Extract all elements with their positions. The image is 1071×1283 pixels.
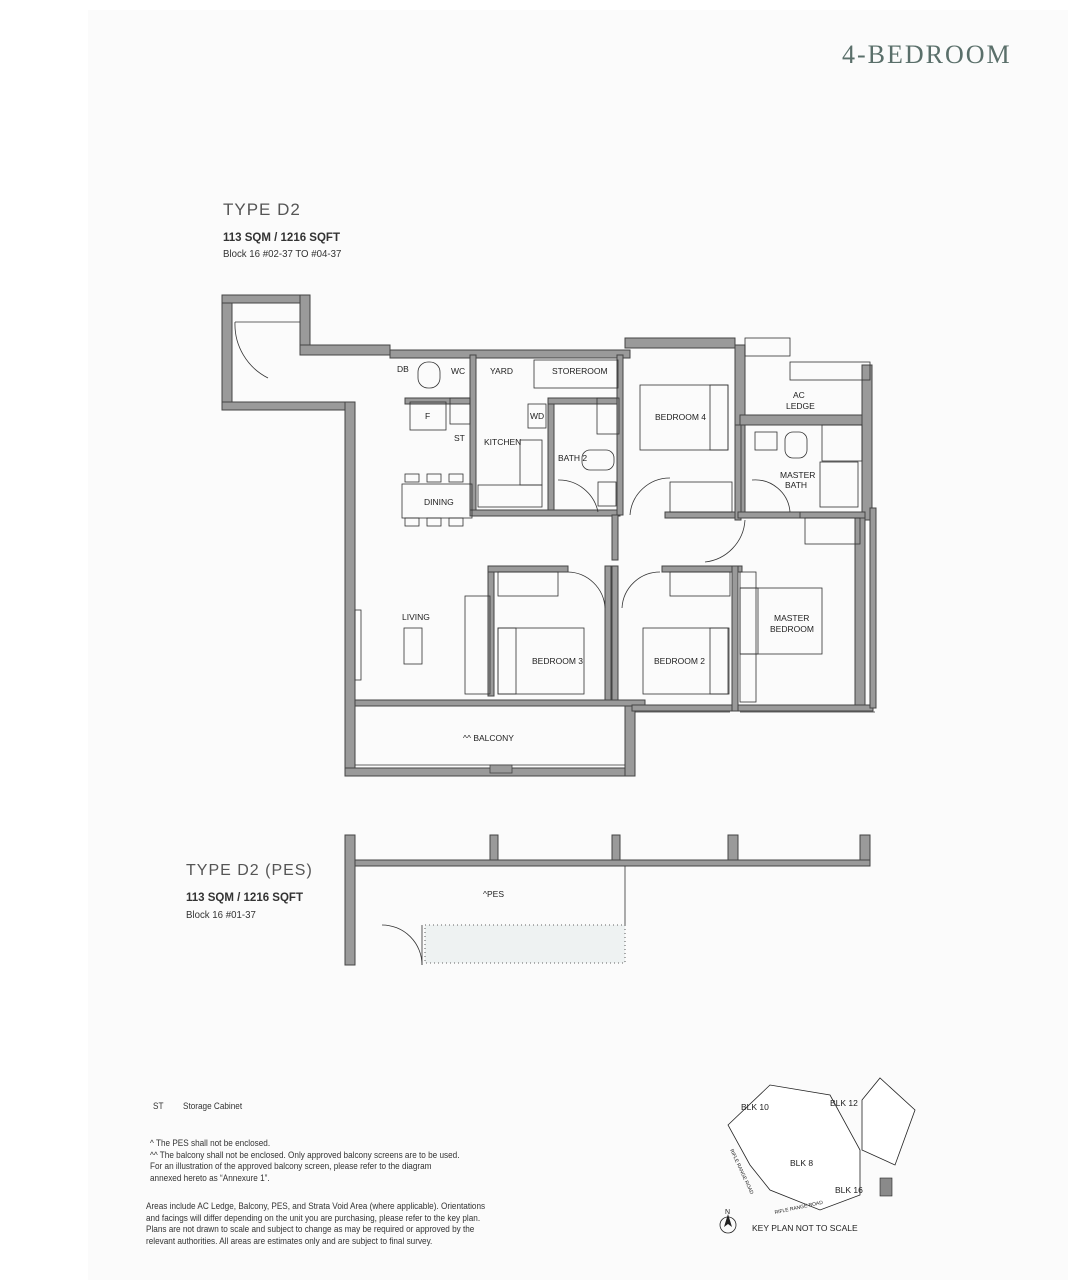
ac-ledge-grille (790, 362, 870, 380)
bath2-basin (598, 482, 616, 506)
wall-masterbath-left (735, 425, 741, 520)
label-bedroom2: BEDROOM 2 (654, 656, 706, 666)
wall-bedroom3-left (488, 566, 494, 696)
bath2-door-swing (558, 480, 598, 512)
wall-top-left (300, 345, 390, 355)
wall-acledge-bottom (740, 415, 870, 425)
label-living: LIVING (402, 612, 430, 622)
wall-corridor (612, 515, 618, 560)
label-dining: DINING (424, 497, 454, 507)
bedroom2-wardrobe (670, 572, 730, 596)
type-d2-area: 113 SQM / 1216 SQFT (223, 232, 340, 244)
label-wd: WD (530, 411, 545, 421)
coffee-table (404, 628, 422, 664)
pes-wall-top (355, 860, 870, 866)
bedroom3-door-swing (568, 572, 605, 608)
key-plan-blk8: BLK 8 (790, 1158, 814, 1168)
pes-planter (425, 925, 625, 963)
label-db: DB (397, 364, 409, 374)
wall-master-outer (870, 508, 876, 708)
disclaimer-line: relevant authorities. All areas are estimates only and are subject to final survey. (146, 1235, 433, 1246)
wall-kitchen-right (548, 398, 554, 516)
master-side-wardrobe (740, 572, 756, 702)
key-plan-blk10: BLK 10 (741, 1102, 769, 1112)
wall-notch (222, 402, 350, 410)
bedroom4-door-swing (630, 478, 670, 515)
type-d2-pes-area: 113 SQM / 1216 SQFT (186, 892, 303, 904)
key-plan-north: N (725, 1209, 731, 1216)
label-storeroom: STOREROOM (552, 366, 608, 376)
wall-right-upper (862, 365, 872, 520)
disclaimer-line: Areas include AC Ledge, Balcony, PES, and Strata Void Area (where applicable). Orientations (146, 1201, 486, 1211)
bedroom2-door-swing (622, 572, 660, 608)
label-kitchen: KITCHEN (484, 437, 522, 447)
kitchen-counter (478, 485, 542, 507)
key-plan-blk12: BLK 12 (830, 1098, 858, 1108)
disclaimer-line: Plans are not drawn to scale and subject to change as may be required or approved by the (146, 1224, 475, 1235)
disclaimer (146, 1201, 485, 1247)
pes-door-swing (382, 925, 422, 965)
wall-top-bedroom4 (625, 338, 735, 348)
note-line: ^^ The balcony shall not be enclosed. Only approved balcony screens are to be used. (150, 1149, 460, 1160)
notes (150, 1138, 460, 1184)
label-yard: YARD (490, 366, 513, 376)
wall-bedroom4-bottom (665, 512, 745, 518)
balcony-column (490, 765, 512, 773)
dining-chair (427, 474, 441, 482)
label-wc: WC (451, 366, 466, 376)
entry-door-swing (235, 322, 268, 378)
dining-chair (449, 518, 463, 526)
wall-wardrobe-top (800, 512, 865, 518)
pes-wall-left (345, 835, 355, 965)
type-d2-block: Block 16 #02-37 TO #04-37 (223, 248, 342, 260)
wall-entry-left (222, 295, 232, 410)
bedroom4-headboard (710, 385, 728, 450)
note-line: annexed hereto as “Annexure 1”. (150, 1172, 270, 1183)
wall-living-left (345, 402, 355, 774)
type-d2-title: TYPE D2 (223, 200, 301, 219)
wall-bedroom2-top (662, 566, 742, 572)
wall-kitchen-left (470, 355, 476, 515)
wall-masterbath-bottom (738, 512, 808, 518)
type-d2-pes-title: TYPE D2 (PES) (186, 862, 313, 879)
label-st: ST (454, 433, 465, 443)
living-window (355, 610, 361, 680)
type-d2-pes-block: Block 16 #01-37 (186, 909, 256, 921)
wall-bedroom2-bottom (632, 705, 732, 711)
legend-st-code: ST (153, 1101, 164, 1111)
label-master-bedroom-1: MASTER (774, 613, 810, 623)
dining-chair (405, 518, 419, 526)
legend-st-desc: Storage Cabinet (183, 1101, 243, 1111)
wall-balcony-top (355, 700, 645, 706)
note-line: ^ The PES shall not be enclosed. (150, 1138, 271, 1148)
wall-bedroom2-right (732, 566, 738, 711)
dining-chair (427, 518, 441, 526)
key-plan-blk16: BLK 16 (835, 1185, 863, 1195)
label-bath2: BATH 2 (558, 453, 588, 463)
wall-entry-right (300, 295, 310, 350)
master-vanity (820, 462, 858, 507)
key-plan-road2: RIFLE RANGE ROAD (774, 1199, 824, 1216)
label-pes: ^PES (483, 889, 504, 899)
disclaimer-line: and facings will differ depending on the unit you are purchasing, please refer to the key plan. (146, 1212, 481, 1223)
wall-wc-bottom (405, 398, 475, 404)
wc-toilet (418, 362, 440, 388)
wall-master-bottom (738, 705, 873, 711)
label-bedroom4: BEDROOM 4 (655, 412, 707, 422)
label-master-bedroom-2: BEDROOM (770, 624, 814, 634)
label-balcony: ^^ BALCONY (463, 733, 514, 743)
master-shower (822, 425, 862, 461)
page-heading: 4-BEDROOM (842, 40, 1012, 69)
master-wardrobe (805, 518, 860, 544)
key-plan-caption: KEY PLAN NOT TO SCALE (752, 1223, 858, 1233)
key-plan-highlight-unit (880, 1178, 892, 1196)
master-basin (755, 432, 777, 450)
living-sofa (465, 596, 490, 694)
wall-entry-top (222, 295, 302, 303)
wall-bedroom3-top (488, 566, 568, 572)
wall-bedroom3-right (605, 566, 611, 706)
key-plan-adjacent (862, 1078, 915, 1165)
key-plan-road1: RIFLE RANGE ROAD (728, 1148, 755, 1196)
label-bedroom3: BEDROOM 3 (532, 656, 584, 666)
dining-chair (449, 474, 463, 482)
dining-chair (405, 474, 419, 482)
wall-top-service (390, 350, 630, 358)
wall-bath2-top (548, 398, 623, 404)
master-headboard (740, 588, 758, 654)
bedroom4-wardrobe (670, 482, 732, 512)
label-master-bath-1: MASTER (780, 470, 816, 480)
label-ac-ledge-1: AC (793, 390, 805, 400)
ac-ledge-grille (745, 338, 790, 356)
label-fridge: F (425, 411, 431, 421)
bedroom3-headboard (498, 628, 516, 694)
label-master-bath-2: BATH (785, 480, 808, 490)
bedroom3-wardrobe (498, 572, 558, 596)
label-ac-ledge-2: LEDGE (786, 401, 815, 411)
bedroom2-headboard (710, 628, 728, 694)
kitchen-hob (520, 440, 542, 485)
note-line: For an illustration of the approved balcony screen, please refer to the diagram (150, 1161, 432, 1172)
wall-bedroom2-left (612, 566, 618, 706)
master-toilet (785, 432, 807, 458)
corridor-door-swing (705, 520, 745, 562)
